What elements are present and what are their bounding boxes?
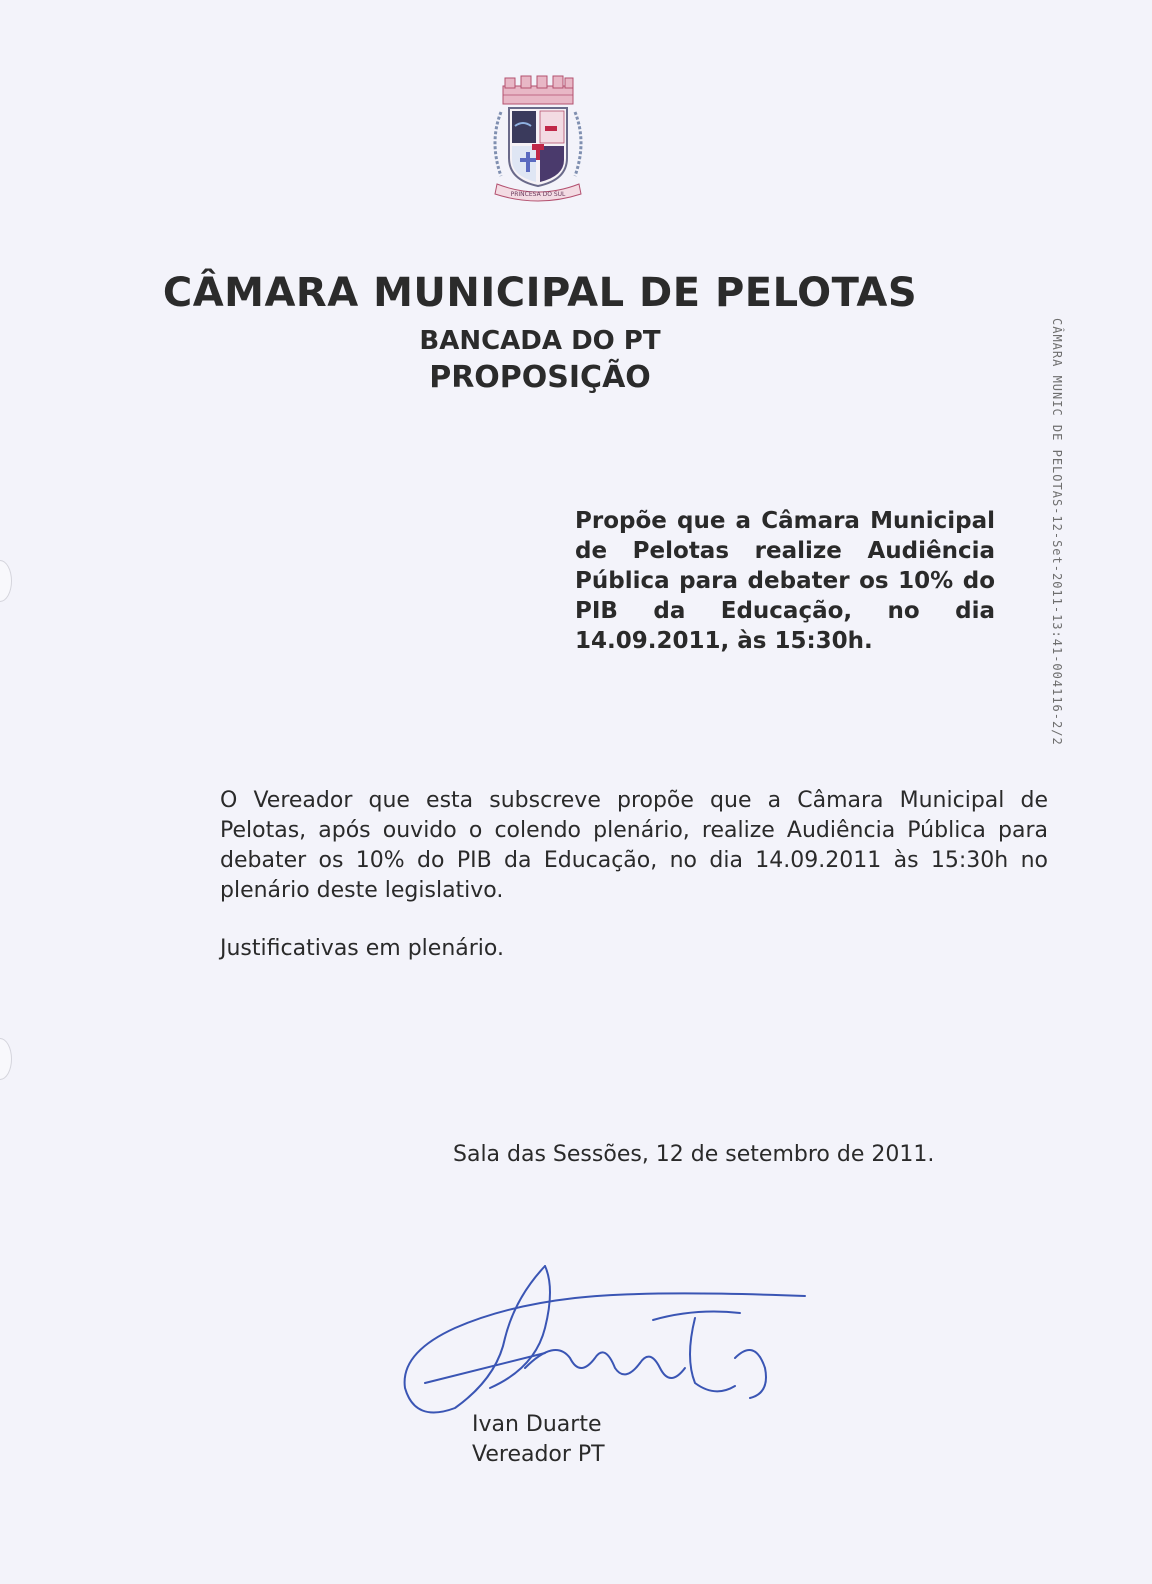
document-type-heading: PROPOSIÇÃO	[429, 360, 651, 395]
punch-hole	[0, 1038, 12, 1080]
place-and-date: Sala das Sessões, 12 de setembro de 2011.	[453, 1142, 935, 1167]
proposition-body: O Vereador que esta subscreve propõe que a Câmara Municipal de Pelotas, após ouvido o colendo plenário, realize Audiência Pública para debater os 10% do PIB da Educação, no dia 14.09.2011 às 15:30h no plenário deste legislativo.	[220, 788, 1048, 903]
justification-note: Justificativas em plenário.	[220, 936, 504, 961]
protocol-stamp: CÂMARA MUNIC DE PELOTAS-12-Set-2011-13:41-004116-2/2	[1050, 318, 1064, 746]
svg-text:PRINCESA DO SUL: PRINCESA DO SUL	[510, 191, 566, 198]
proposition-summary: Propõe que a Câmara Municipal de Pelotas realize Audiência Pública para debater os 10% do PIB da Educação, no dia 14.09.2011, às 15:30h.	[575, 508, 995, 654]
party-bench-subtitle: BANCADA DO PT	[419, 326, 661, 356]
handwritten-signature	[395, 1258, 815, 1423]
signer-role: Vereador PT	[472, 1442, 605, 1467]
punch-hole	[0, 560, 12, 602]
document-title: CÂMARA MUNICIPAL DE PELOTAS	[162, 270, 918, 316]
municipal-crest-logo	[485, 72, 591, 206]
signer-name: Ivan Duarte	[472, 1412, 602, 1437]
